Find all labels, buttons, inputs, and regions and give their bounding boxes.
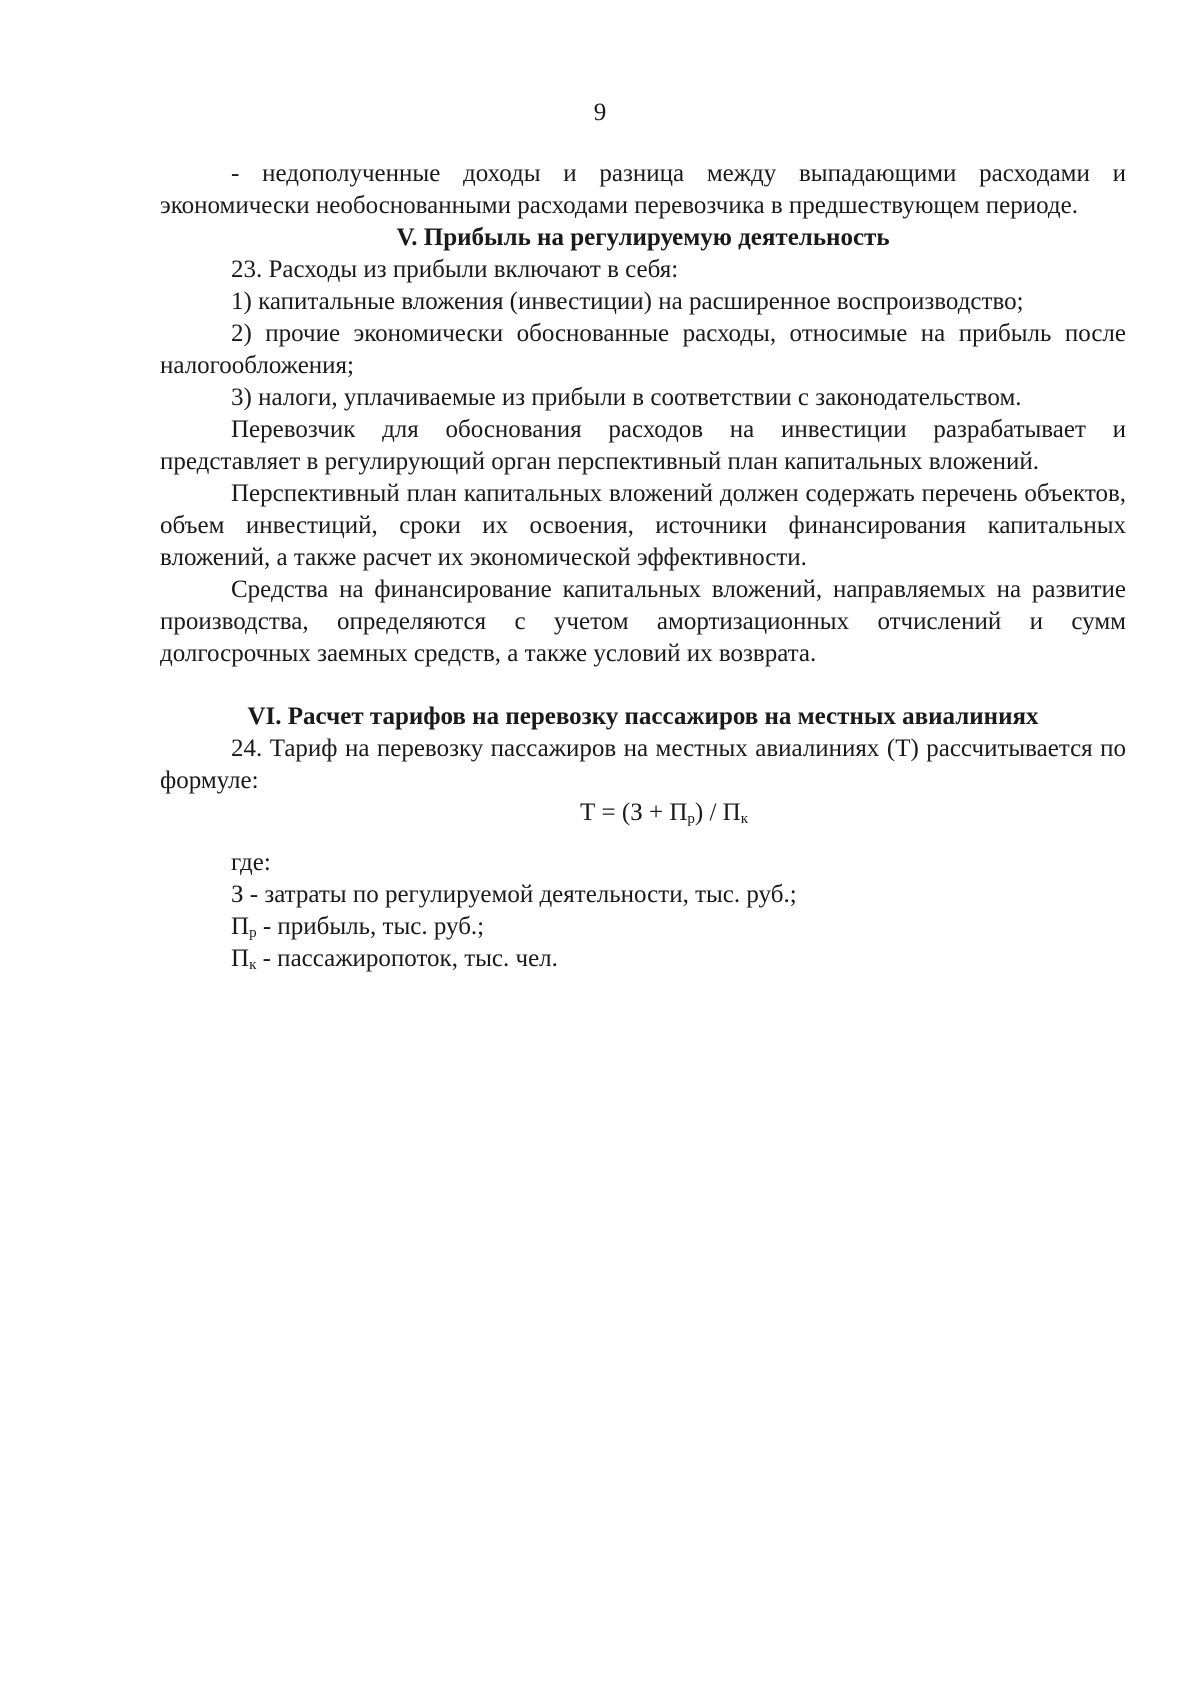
section-5-heading: V. Прибыль на регулируемую деятельность <box>396 224 890 251</box>
where-label: где: <box>231 849 271 876</box>
definition-subscript: к <box>249 957 257 973</box>
definition-symbol: П <box>231 913 250 940</box>
definition-profit <box>160 911 1126 943</box>
definition-symbol: З <box>231 881 244 908</box>
formula-mid: ) / П <box>694 799 741 826</box>
formula-sub-passengers: к <box>740 811 748 827</box>
section-5-paragraph-1: Перевозчик для обоснования расходов на инвестиции разрабатывает и представляет в регулирующий орган перспективный план капитальных вложений. <box>160 416 1126 475</box>
section-6-intro: 24. Тариф на перевозку пассажиров на местных авиалиниях (Т) рассчитывается по формуле: <box>160 735 1126 794</box>
section-5-paragraph-3: Средства на финансирование капитальных вложений, направляемых на развитие производства, определяются с учетом амортизационных отчислений и сумм долгосрочных заемных средств, а также условий их возврата. <box>160 576 1126 667</box>
definition-passenger-flow <box>160 943 1126 975</box>
section-5-intro: 23. Расходы из прибыли включают в себя: <box>231 256 679 283</box>
section-5-paragraph-2: Перспективный план капитальных вложений должен содержать перечень объектов, объем инвестиций, сроки их освоения, источники финансирования капитальных вложений, а также расчет их экономической эффективности. <box>160 480 1126 571</box>
definition-costs <box>160 879 1126 911</box>
formula-sub-profit: р <box>687 811 695 827</box>
definition-text: - прибыль, тыс. руб.; <box>256 913 485 940</box>
definition-symbol: П <box>231 945 250 972</box>
section-5-item-3: 3) налоги, уплачиваемые из прибыли в соответствии с законодательством. <box>231 384 1022 411</box>
definition-text: - затраты по регулируемой деятельности, тыс. руб.; <box>243 881 797 908</box>
continuation-paragraph: - недополученные доходы и разница между выпадающими расходами и экономически необоснованными расходами перевозчика в предшествующем периоде. <box>160 160 1126 219</box>
tariff-formula <box>160 797 1126 847</box>
definition-subscript: р <box>249 925 257 941</box>
definition-text: - пассажиропоток, тыс. чел. <box>256 945 558 972</box>
section-6-heading: VI. Расчет тарифов на перевозку пассажиров на местных авиалиниях <box>247 703 1039 730</box>
section-5-item-1: 1) капитальные вложения (инвестиции) на расширенное воспроизводство; <box>231 288 1024 315</box>
section-5-item-2: 2) прочие экономически обоснованные расходы, относимые на прибыль после налогообложения; <box>160 320 1126 379</box>
formula-lhs: Т = (З + П <box>580 799 688 826</box>
page-number: 9 <box>593 99 607 126</box>
document-body <box>160 158 1126 975</box>
